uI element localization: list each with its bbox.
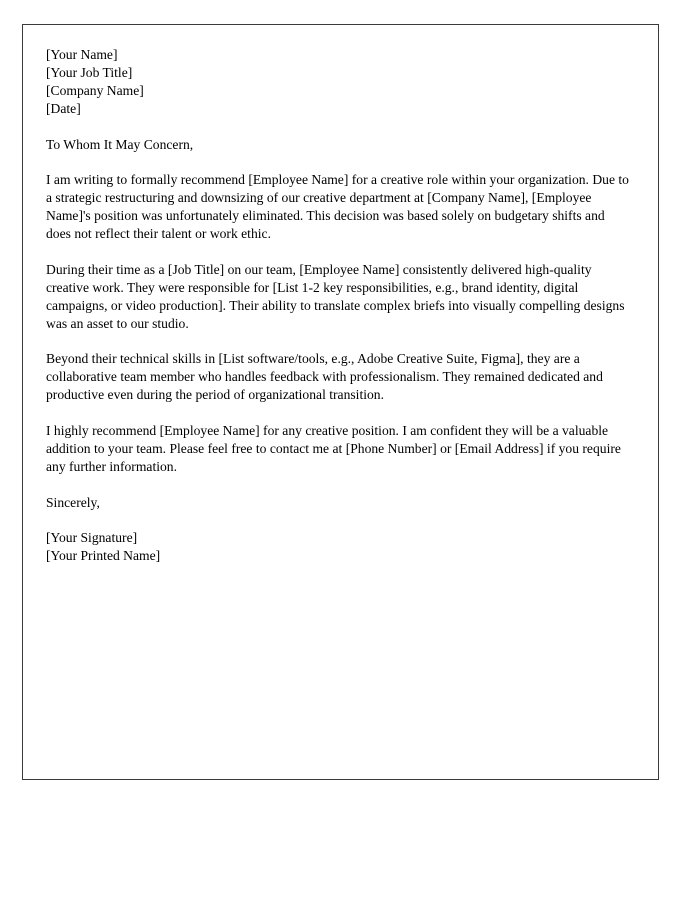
signature-block [46, 529, 631, 565]
body-paragraph-3: Beyond their technical skills in [List software/tools, e.g., Adobe Creative Suite, Figma], they are a collaborative team member who handles feedback with professionalism. They remained dedicated and productive even during the period of organizational transition. [46, 351, 603, 403]
body-paragraph-4: I highly recommend [Employee Name] for any creative position. I am confident they will be a valuable addition to your team. Please feel free to contact me at [Phone Number] or [Email Address] if you require any further information. [46, 422, 621, 474]
closing-text: Sincerely, [46, 494, 100, 510]
letter-date: [Date] [46, 100, 81, 116]
sender-job-title: [Your Job Title] [46, 64, 133, 80]
signature-placeholder: [Your Signature] [46, 530, 138, 546]
sender-name: [Your Name] [46, 47, 118, 62]
sender-address-block [46, 46, 631, 118]
letter-page [22, 24, 659, 780]
body-paragraph-1: I am writing to formally recommend [Employee Name] for a creative role within your organization. Due to a strategic restructuring and downsizing of our creative department at [Company Name], [Employee Name]'s position was unfortunately eliminated. This decision was based solely on budgetary shifts and does not reflect their talent or work ethic. [46, 172, 629, 242]
salutation [46, 136, 631, 154]
closing [46, 494, 631, 512]
sender-company-name: [Company Name] [46, 82, 144, 98]
salutation-text: To Whom It May Concern, [46, 136, 194, 152]
printed-name: [Your Printed Name] [46, 548, 161, 564]
body-paragraph-2: During their time as a [Job Title] on our team, [Employee Name] consistently delivered high-quality creative work. They were responsible for [List 1-2 key responsibilities, e.g., brand identity, digital campaigns, or video production]. Their ability to translate complex briefs into visually compelling designs was an asset to our studio. [46, 261, 625, 331]
letter-content [46, 46, 631, 565]
